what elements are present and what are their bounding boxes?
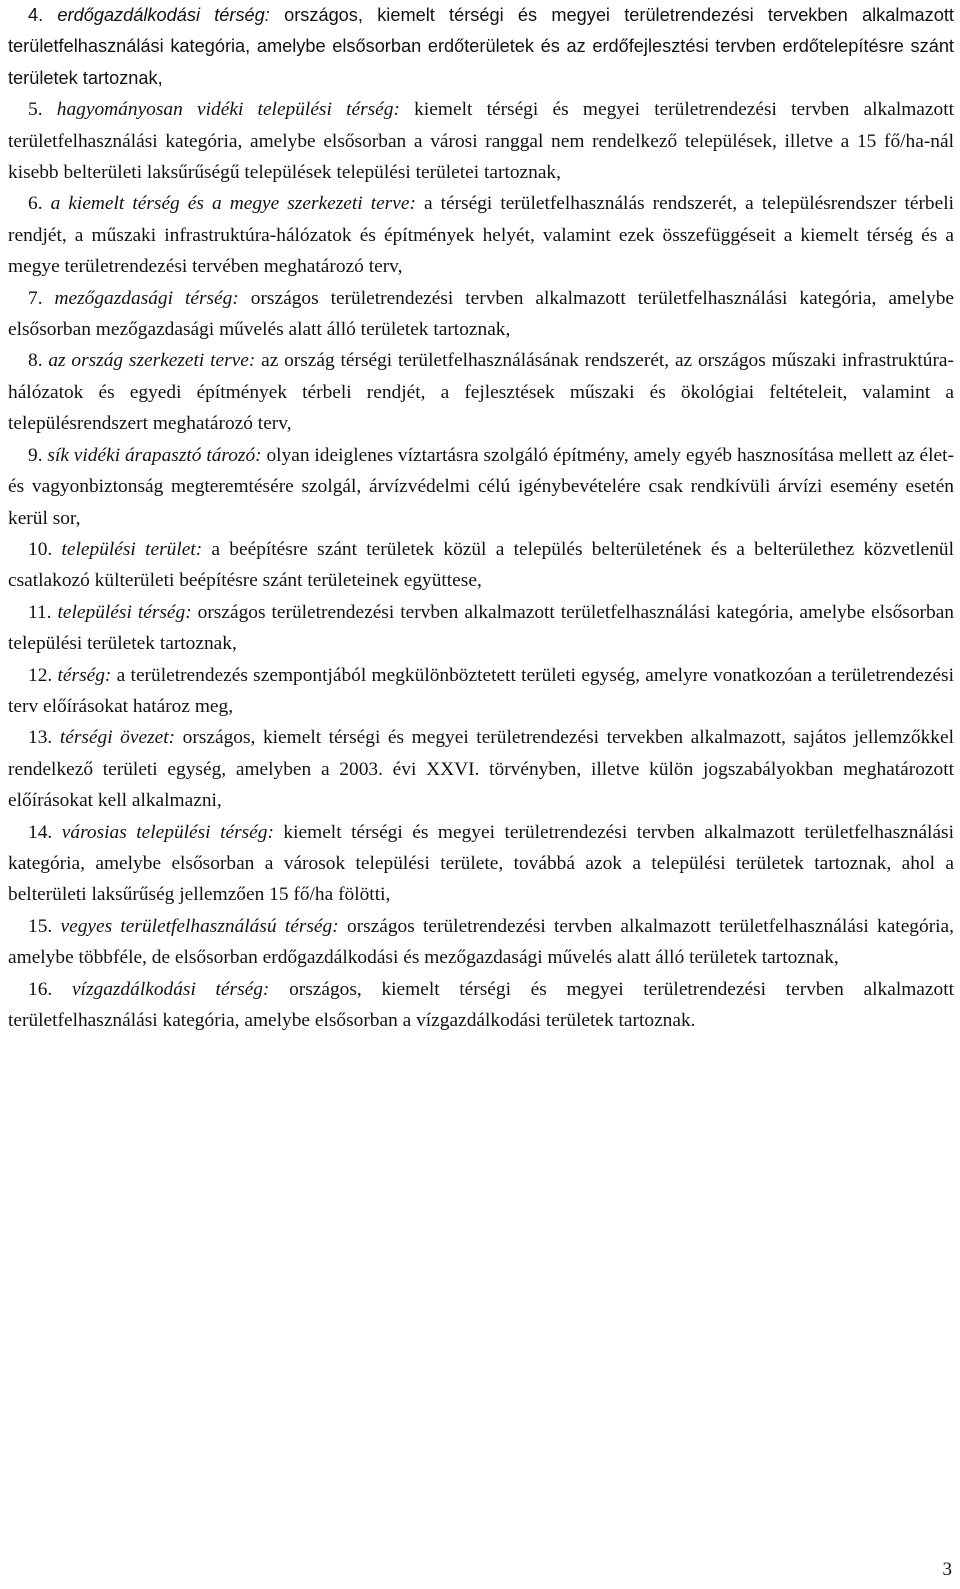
definition-text: országos területrendezési tervben alkalmazott területfelhasználási kategória, amelybe többféle, de elsősorban erdőgazdálkodási és mezőgazdasági művelés alatt álló területek tartoznak, [8,915,954,969]
definition-text: országos, kiemelt térségi és megyei területrendezési tervben alkalmazott területfelhasználási kategória, amelybe elsősorban a vízgazdálkodási területek tartoznak. [8,978,954,1031]
definition-text: az ország térségi területfelhasználásának rendszerét, az országos műszaki infrastruktúra-hálózatok és egyedi építmények térbeli rendjét, a fejlesztések műszaki és ökológiai feltételeit, valamint a településrendszert meghatározó terv, [8,350,954,435]
definition-term: vegyes területfelhasználású térség: [60,915,339,937]
definition-term: vízgazdálkodási térség: [71,978,270,1000]
definition-term: az ország szerkezeti terve: [48,350,256,372]
definition-number: 6. [28,193,43,215]
definition-number: 11. [28,601,52,623]
definition-text: a területrendezés szempontjából megkülönböztetett területi egység, amelyre vonatkozóan a területrendezési terv előírásokat határoz meg, [8,664,954,717]
definition-item [8,0,954,94]
definition-term: erdőgazdálkodási térség: [57,5,270,25]
definition-number: 4. [28,5,44,25]
definition-item [8,911,954,974]
definition-item [8,345,954,439]
definition-item [8,283,954,346]
definition-number: 12. [28,664,53,686]
document-body [8,0,954,1036]
definition-term: a kiemelt térség és a megye szerkezeti terve: [50,193,416,215]
definition-item [8,94,954,188]
definition-number: 14. [28,821,53,843]
definition-term: térség: [57,664,112,686]
definition-item [8,660,954,723]
definition-number: 8. [28,350,43,372]
definition-number: 16. [28,978,53,1000]
definition-item [8,440,954,534]
definition-term: hagyományosan vidéki települési térség: [56,99,400,121]
definition-term: települési térség: [57,601,192,623]
definition-term: sík vidéki árapasztó tározó: [47,444,262,466]
definition-number: 9. [28,444,43,466]
definition-text: olyan ideiglenes víztartásra szolgáló építmény, amely egyéb hasznosítása mellett az élet- és vagyonbiztonság megteremtésére szolgál, árvízvédelmi célú igénybevételére csak rendkívüli árvízi esemény esetén kerül sor, [8,444,954,529]
definition-item [8,534,954,597]
definition-text: kiemelt térségi és megyei területrendezési tervben alkalmazott területfelhasználási kategória, amelybe elsősorban a városi ranggal nem rendelkező települések, illetve a 15 fő/ha-nál kisebb belterületi laksűrűségű települések települési területei tartoznak, [8,99,954,184]
page-number: 3 [942,1559,952,1580]
definition-item [8,188,954,282]
definition-number: 10. [28,538,53,560]
definition-text: országos területrendezési tervben alkalmazott területfelhasználási kategória, amelybe elsősorban mezőgazdasági művelés alatt álló területek tartoznak, [8,287,955,341]
definition-number: 13. [28,727,53,749]
definition-term: mezőgazdasági térség: [54,287,239,309]
definition-text: országos területrendezési tervben alkalmazott területfelhasználási kategória, amelybe elsősorban települési területek tartoznak, [8,601,954,655]
definition-term: térségi övezet: [59,727,176,749]
definition-item [8,974,954,1037]
definition-text: a térségi területfelhasználás rendszerét, a településrendszer térbeli rendjét, a műszaki infrastruktúra-hálózatok és építmények helyét, valamint ezek összefüggéseit a kiemelt térség és a megye területrendezési tervében meghatározó terv, [8,193,954,278]
definition-item [8,722,954,816]
definition-term: városias települési térség: [61,821,274,843]
definition-number: 15. [28,915,53,937]
definition-text: országos, kiemelt térségi és megyei területrendezési tervekben alkalmazott, sajátos jellemzőkkel rendelkező területi egység, amelyben a 2003. évi XXVI. törvényben, illetve külön jogszabályokban meghatározott előírásokat kell alkalmazni, [8,727,954,812]
definition-item [8,597,954,660]
definition-text: országos, kiemelt térségi és megyei területrendezési tervekben alkalmazott területfelhasználási kategória, amelybe elsősorban erdőterületek és az erdőfejlesztési tervben erdőtelepítésre szánt területek tartoznak, [8,5,954,88]
definition-term: települési terület: [61,538,203,560]
definition-number: 5. [28,99,43,121]
definition-item [8,817,954,911]
definition-text: kiemelt térségi és megyei területrendezési tervben alkalmazott területfelhasználási kategória, amelybe elsősorban a városok települési területe, továbbá azok a települési területek tartoznak, ahol a belterületi laksűrűség jellemzően 15 fő/ha fölötti, [8,821,954,906]
definition-number: 7. [28,287,43,309]
definition-text: a beépítésre szánt területek közül a település belterületének és a belterülethez közvetlenül csatlakozó külterületi beépítésre szánt területeinek együttese, [8,538,954,592]
